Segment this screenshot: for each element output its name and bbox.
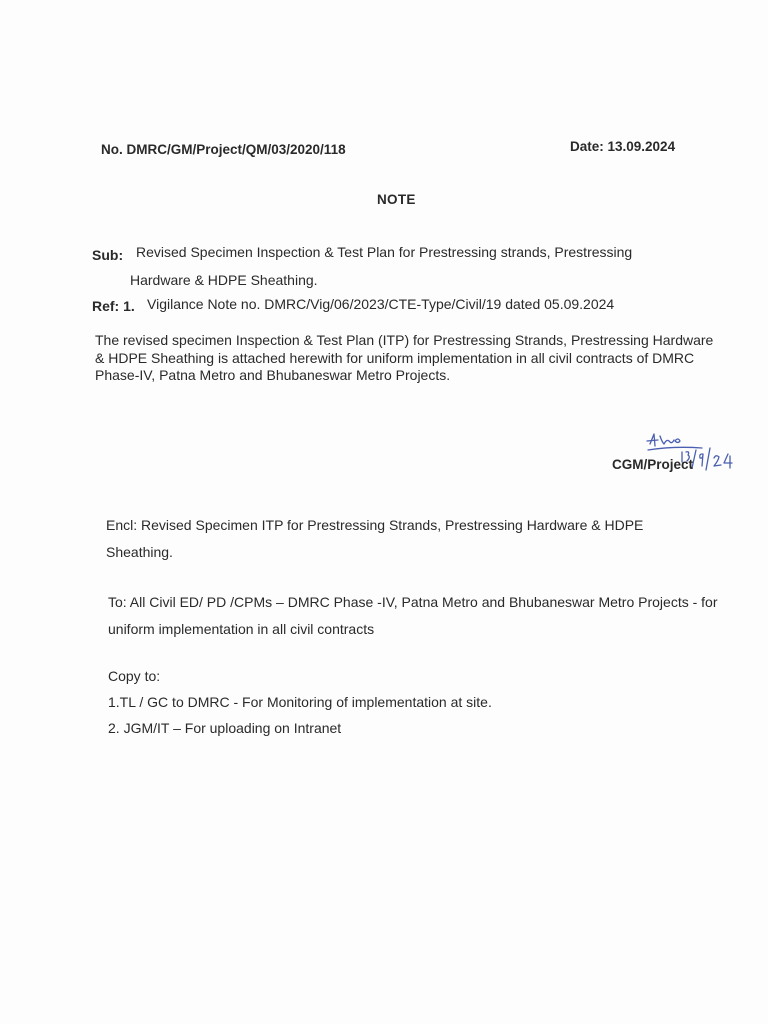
subject-line-1: Revised Specimen Inspection & Test Plan for Prestressing strands, Prestressing xyxy=(136,244,633,260)
subject-label: Sub: xyxy=(92,247,124,263)
enclosure-text: Encl: Revised Specimen ITP for Prestressing Strands, Prestressing Hardware & HDPE Sheathing. xyxy=(106,517,644,560)
copy-to-item: 1.TL / GC to DMRC - For Monitoring of implementation at site. xyxy=(108,694,492,710)
note-title: NOTE xyxy=(377,192,416,207)
subject-line-2: Hardware & HDPE Sheathing. xyxy=(130,272,318,288)
document-number: No. DMRC/GM/Project/QM/03/2020/118 xyxy=(101,142,346,157)
recipients-text: To: All Civil ED/ PD /CPMs – DMRC Phase -IV, Patna Metro and Bhubaneswar Metro Projects - for uniform implementation in all civil contracts xyxy=(108,594,718,637)
body-paragraph: The revised specimen Inspection & Test Plan (ITP) for Prestressing Strands, Prestressing Hardware & HDPE Sheathing is attached herewith for uniform implementation in all civil contracts of DMRC Phase-IV, Patna Metro and Bhubaneswar Metro Projects. xyxy=(95,332,714,383)
copy-to-heading: Copy to: xyxy=(108,668,161,684)
signatory-designation: CGM/Project xyxy=(612,457,694,472)
document-date: Date: 13.09.2024 xyxy=(570,139,676,154)
reference-text: Vigilance Note no. DMRC/Vig/06/2023/CTE-Type/Civil/19 dated 05.09.2024 xyxy=(147,296,615,312)
copy-to-item: 2. JGM/IT – For uploading on Intranet xyxy=(108,720,342,736)
reference-label: Ref: 1. xyxy=(92,298,135,314)
